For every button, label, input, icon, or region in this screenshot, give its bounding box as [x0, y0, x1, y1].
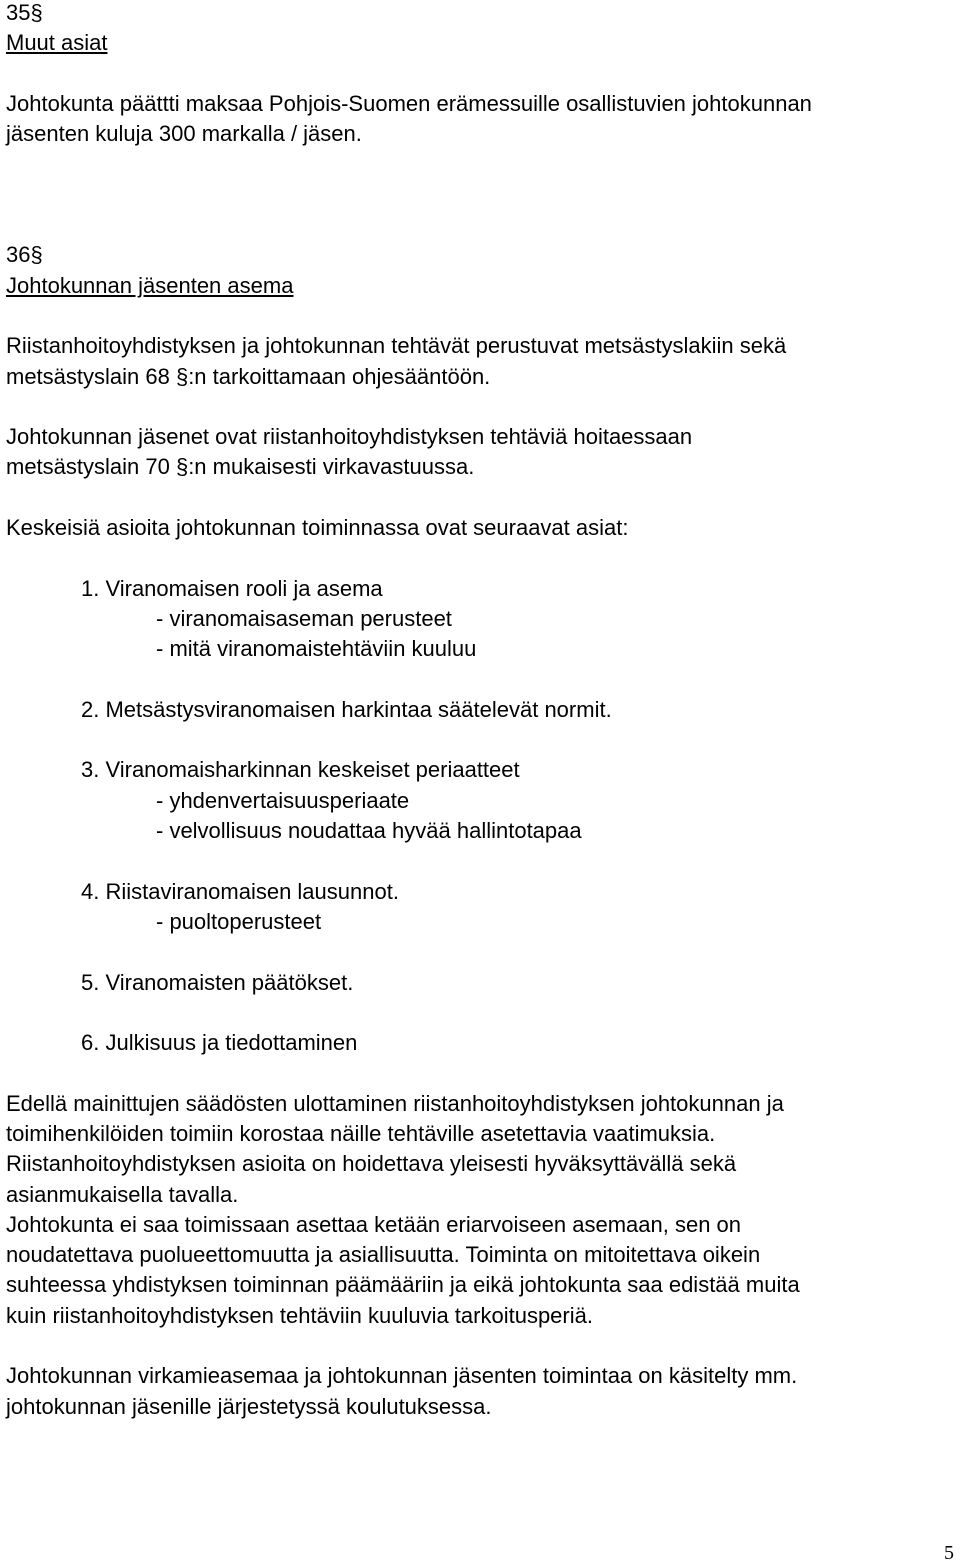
paragraph: Johtokunnan jäsenet ovat riistanhoitoyhdistyksen tehtäviä hoitaessaan metsästyslain 70 §:n mukaisesti virkavastuussa. [6, 424, 693, 480]
paragraph: Riistanhoitoyhdistyksen ja johtokunnan tehtävät perustuvat metsästyslakiin sekä metsästyslain 68 §:n tarkoittamaan ohjesääntöön. [6, 333, 787, 389]
list-item: 3. Viranomaisharkinnan keskeiset periaatteet - yhdenvertaisuusperiaate - velvollisuus noudattaa hyvää hallintotapaa [6, 755, 946, 846]
list-item: 4. Riistaviranomaisen lausunnot. - puoltoperusteet [6, 877, 946, 938]
section-35 [6, 0, 946, 149]
list-item: 5. Viranomaisten päätökset. [81, 969, 354, 995]
list-intro: Keskeisiä asioita johtokunnan toiminnassa ovat seuraavat asiat: [6, 515, 629, 541]
page-number: 5 [944, 1542, 954, 1564]
section-title: Johtokunnan jäsenten asema [6, 272, 294, 298]
numbered-list [6, 574, 946, 1059]
list-item: 6. Julkisuus ja tiedottaminen [81, 1030, 358, 1056]
document-page [6, 0, 946, 1422]
sub-item: - viranomaisaseman perusteet [156, 605, 452, 631]
list-item: 1. Viranomaisen rooli ja asema - viranomaisaseman perusteet - mitä viranomaistehtäviin kuuluu [6, 574, 946, 665]
paragraph: Johtokunnan virkamieasemaa ja johtokunnan jäsenten toimintaa on käsitelty mm. johtokunnan jäsenille järjestetyssä koulutuksessa. [6, 1363, 798, 1419]
sub-item: - mitä viranomaistehtäviin kuuluu [156, 636, 477, 662]
sub-item: - velvollisuus noudattaa hyvää hallintotapaa [156, 818, 582, 844]
list-item: 2. Metsästysviranomaisen harkintaa säätelevät normit. [81, 696, 612, 722]
paragraph: Johtokunta päättti maksaa Pohjois-Suomen erämessuille osallistuvien johtokunnan jäsenten kuluja 300 markalla / jäsen. [6, 90, 812, 147]
section-number: 35§ [6, 0, 43, 25]
section-number: 36§ [6, 242, 43, 268]
sub-item: - puoltoperusteet [156, 908, 322, 934]
section-36 [6, 240, 946, 1422]
paragraph: Edellä mainittujen säädösten ulottaminen riistanhoitoyhdistyksen johtokunnan ja toimihenkilöiden toimiin korostaa näille tehtäville asetettavia vaatimuksia. Riistanhoitoyhdistyksen asioita on hoidettava yleisesti hyväksyttävällä sekä asianmukaisella tavalla. Johtokunta ei saa toimissaan asettaa ketään eriarvoiseen asemaan, sen on noudatettava puolueettomuutta ja asiallisuutta. Toiminta on mitoitettava oikein suhteessa yhdistyksen toiminnan päämääriin ja eikä johtokunta saa edistää muita kuin riistanhoitoyhdistyksen tehtäviin kuuluvia tarkoitusperiä. [6, 1090, 800, 1328]
sub-item: - yhdenvertaisuusperiaate [156, 787, 410, 813]
section-title: Muut asiat [6, 30, 108, 56]
